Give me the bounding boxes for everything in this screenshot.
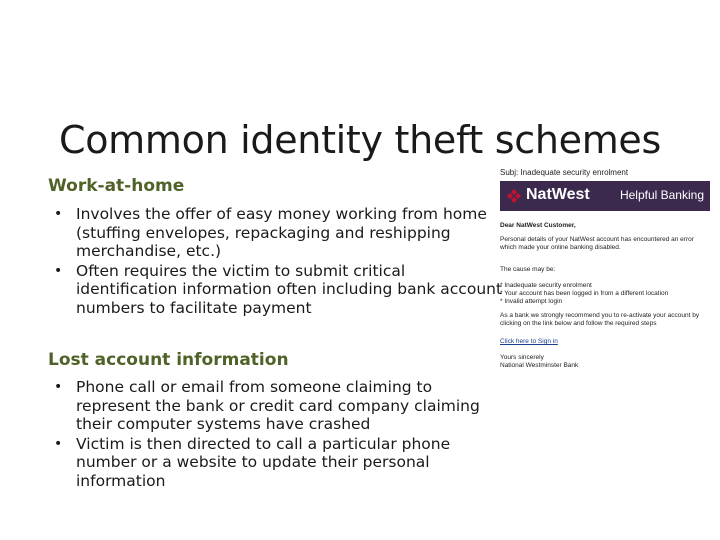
bullet-text: Victim is then directed to call a particular phone number or a website to update their personal information [76,434,451,490]
bullet-dot: • [54,379,63,395]
bullet-text: Phone call or email from someone claiming to represent the bank or credit card company claiming their computer systems have crashed [76,378,480,433]
email-cause-item: * Your account has been logged in from a different location [500,290,669,297]
bullet-list-work-at-home [48,205,508,318]
email-cause-item: * Invalid attempt login [500,298,563,305]
bullet-text: Involves the offer of easy money working from home (stuffing envelopes, repackaging and reshipping merchandise, etc.) [76,205,487,260]
section-heading-work-at-home: Work-at-home [48,176,185,196]
email-greeting: Dear NatWest Customer, [500,222,576,229]
bullet-list-lost-account [48,378,508,491]
section-heading-lost-account: Lost account information [48,350,289,370]
phishing-email-image [498,160,712,380]
bullet-text: Often requires the victim to submit critical identification information often including bank account numbers to facilitate payment [76,261,503,317]
bullet-dot: • [54,206,63,222]
email-closing: Yours sincerely [500,354,544,361]
bullet-item [48,435,508,491]
natwest-logo-icon [506,188,522,204]
email-subject: Subj: Inadequate security enrolment [500,168,629,177]
slide-title: Common identity theft schemes [59,118,661,162]
email-brand-tagline: Helpful Banking [619,188,704,202]
bullet-item [48,262,508,318]
email-advice: As a bank we strongly recommend you to re-activate your account by clicking on the link below and follow the required steps [500,312,700,327]
bullet-dot: • [54,262,63,279]
email-sign-in-link[interactable]: Click here to Sign in [500,338,558,345]
bullet-item [48,378,508,434]
bullet-item [48,205,508,261]
email-brand-name: NatWest [526,186,590,203]
bullet-dot: • [54,435,63,452]
email-signature: National Westminster Bank [500,362,579,369]
email-cause-heading: The cause may be: [500,266,556,273]
email-intro: Personal details of your NatWest account has encountered an error which made your online banking disabled. [500,236,694,251]
email-cause-item: * Inadequate security enrolment [500,282,592,289]
email-brand-banner [500,181,710,211]
